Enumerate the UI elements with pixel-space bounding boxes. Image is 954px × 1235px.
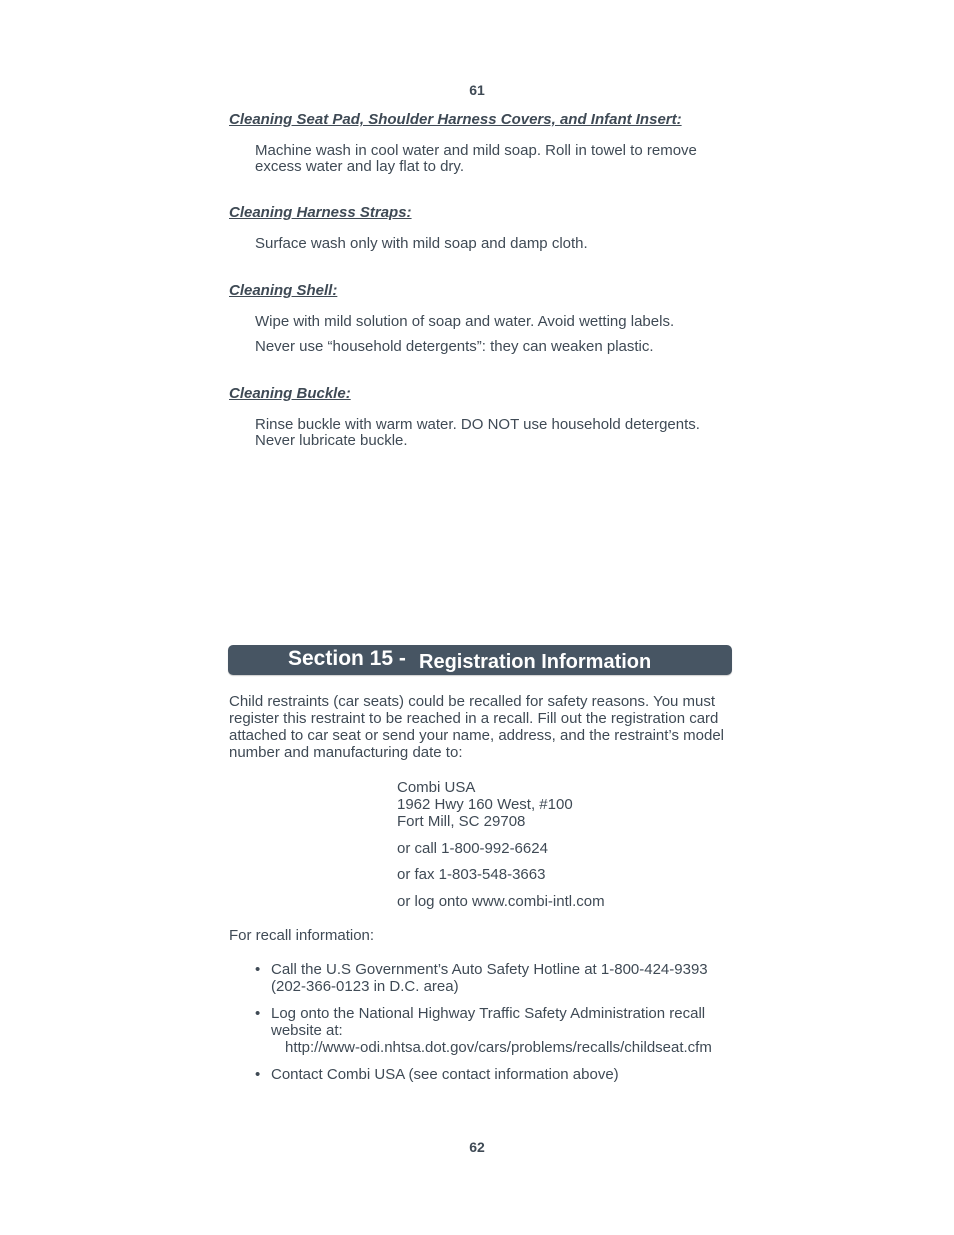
bullet-marker: • [255, 961, 261, 978]
text-cleaning-seat-pad: Machine wash in cool water and mild soap. Roll in towel to remove excess water and lay flat to dry. [255, 142, 697, 175]
bullet-text-nhtsa: Log onto the National Highway Traffic Safety Administration recall website at: [271, 1005, 706, 1039]
heading-cleaning-harness: Cleaning Harness Straps: [229, 204, 412, 221]
address-line-3: Fort Mill, SC 29708 [397, 813, 526, 830]
address-line-2: 1962 Hwy 160 West, #100 [397, 796, 573, 813]
heading-cleaning-shell: Cleaning Shell: [229, 282, 338, 299]
text-cleaning-shell-2: Never use “household detergents”: they can weaken plastic. [255, 338, 654, 355]
page-number-top: 61 [469, 82, 485, 98]
bullet-marker: • [255, 1005, 261, 1022]
text-cleaning-harness: Surface wash only with mild soap and damp cloth. [255, 235, 588, 252]
heading-cleaning-seat-pad: Cleaning Seat Pad, Shoulder Harness Covers, and Infant Insert: [229, 111, 682, 128]
section-title: Registration Information [419, 651, 652, 673]
section-number: Section 15 - [288, 647, 406, 670]
recall-label: For recall information: [229, 927, 375, 944]
registration-intro: Child restraints (car seats) could be recalled for safety reasons. You must register this restraint to be reached in a recall. Fill out the registration card attached to car seat or send your name, address, and the restraint’s model number and manufacturing date to: [229, 693, 724, 761]
section-header-bar [228, 645, 732, 675]
nhtsa-url[interactable]: http://www-odi.nhtsa.dot.gov/cars/problems/recalls/childseat.cfm [285, 1039, 712, 1056]
page-number-bottom: 62 [469, 1139, 485, 1155]
contact-web: or log onto www.combi-intl.com [397, 893, 605, 910]
mailing-address [397, 779, 573, 830]
heading-cleaning-buckle: Cleaning Buckle: [229, 385, 351, 402]
contact-call: or call 1-800-992-6624 [397, 840, 548, 857]
contact-fax: or fax 1-803-548-3663 [397, 866, 546, 883]
address-line-1: Combi USA [397, 779, 476, 796]
text-cleaning-shell-1: Wipe with mild solution of soap and water. Avoid wetting labels. [255, 313, 675, 330]
bullet-block-nhtsa [271, 1005, 736, 1056]
bullet-text-hotline: Call the U.S Government’s Auto Safety Hotline at 1-800-424-9393 (202-366-0123 in D.C. area) [271, 961, 708, 995]
text-cleaning-buckle: Rinse buckle with warm water. DO NOT use household detergents. Never lubricate buckle. [255, 416, 700, 449]
bullet-text-contact: Contact Combi USA (see contact information above) [271, 1066, 619, 1083]
bullet-marker: • [255, 1066, 261, 1083]
